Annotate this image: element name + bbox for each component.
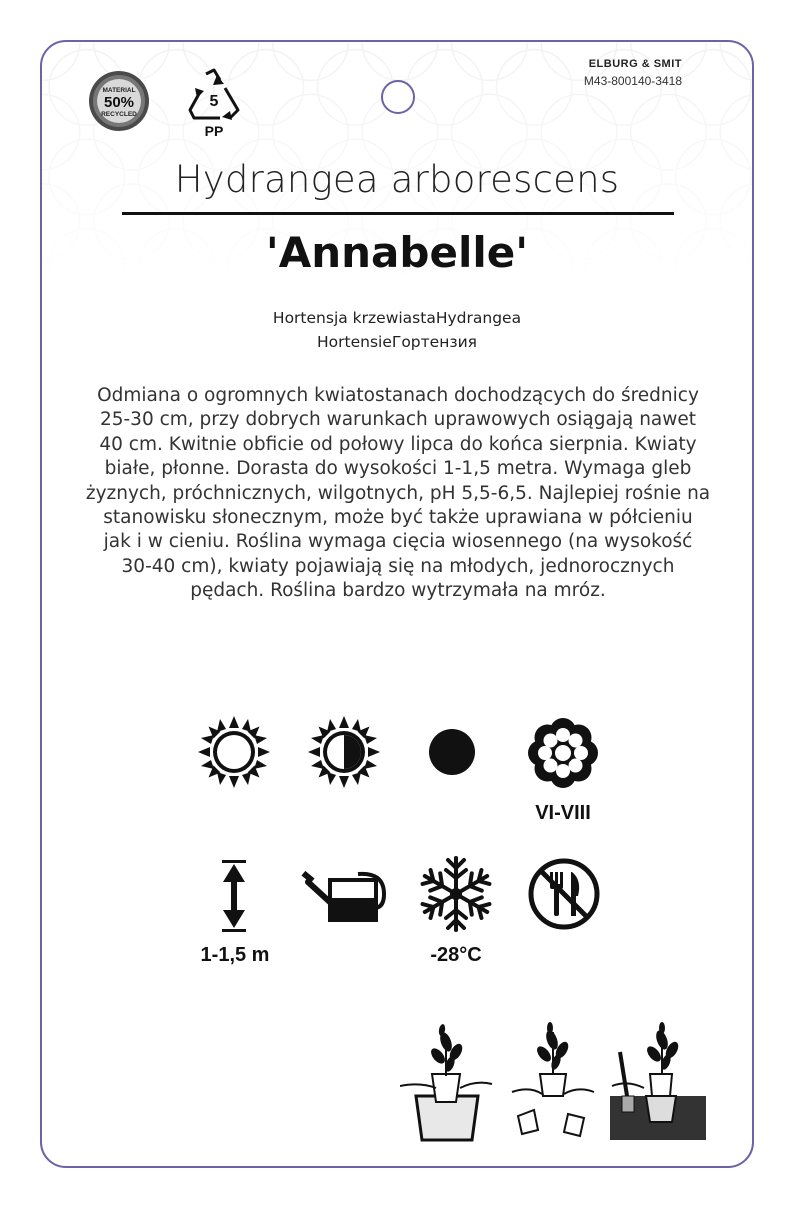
brand-name: ELBURG & SMIT bbox=[588, 58, 682, 70]
plant-label-card bbox=[40, 40, 754, 1168]
frost-hardiness-label: -28°C bbox=[430, 944, 482, 966]
description-line: żyznych, próchnicznych, wilgotnych, pH 5,5-6,5. Najlepiej rośnie na bbox=[85, 482, 711, 504]
svg-text:RECYCLED: RECYCLED bbox=[101, 111, 137, 118]
half-shade-icon bbox=[306, 714, 382, 790]
brand-block bbox=[584, 58, 682, 88]
full-shade-icon bbox=[426, 726, 478, 778]
planting-step-2 bbox=[512, 1022, 594, 1136]
hanging-hole bbox=[381, 80, 415, 114]
bloom-period-label: VI-VIII bbox=[535, 802, 591, 824]
description-line: białe, płonne. Dorasta do wysokości 1-1,5 metra. Wymaga gleb bbox=[104, 458, 692, 480]
common-names bbox=[42, 306, 752, 354]
snowflake-icon bbox=[416, 854, 496, 934]
description bbox=[64, 384, 732, 604]
common-names-line-1: Hortensja krzewiastaHydrangea bbox=[272, 309, 522, 327]
height-arrow-icon bbox=[216, 858, 252, 934]
latin-name: Hydrangea arborescens bbox=[174, 158, 620, 201]
svg-text:MATERIAL: MATERIAL bbox=[102, 87, 136, 94]
cultivar-name: 'Annabelle' bbox=[265, 228, 529, 277]
planting-step-1 bbox=[400, 1024, 492, 1140]
product-code: M43-800140-3418 bbox=[583, 74, 682, 88]
description-line: 40 cm. Kwitnie obficie od połowy lipca do końca sierpnia. Kwiaty bbox=[99, 433, 697, 455]
recycled-material-badge bbox=[88, 70, 150, 132]
flower-icon bbox=[526, 716, 600, 790]
svg-text:5: 5 bbox=[209, 93, 219, 110]
description-line: Odmiana o ogromnych kwiatostanach dochodzących do średnicy bbox=[97, 385, 699, 406]
brand-logo bbox=[584, 58, 682, 70]
description-line: 30-40 cm), kwiaty pojawiają się na młodych, jednorocznych bbox=[121, 555, 675, 577]
pp-recycling-icon bbox=[184, 66, 244, 140]
height-label: 1-1,5 m bbox=[200, 944, 270, 966]
watering-can-icon bbox=[300, 868, 388, 926]
svg-text:PP: PP bbox=[204, 123, 224, 139]
not-edible-icon bbox=[526, 856, 602, 932]
planting-steps-illustration bbox=[400, 1022, 710, 1142]
description-line: pędach. Roślina bardzo wytrzymała na mróz. bbox=[190, 580, 606, 602]
description-line: stanowisku słonecznym, może być także uprawiana w półcieniu bbox=[103, 507, 693, 529]
svg-text:50%: 50% bbox=[103, 94, 135, 111]
title-divider bbox=[122, 212, 674, 215]
common-names-line-2: HortensieГортензия bbox=[317, 333, 477, 351]
full-sun-icon bbox=[196, 714, 272, 790]
description-line: jak i w cieniu. Roślina wymaga cięcia wiosennego (na wysokość bbox=[103, 531, 693, 553]
description-line: 25-30 cm, przy dobrych warunkach uprawowych osiągają nawet bbox=[99, 409, 697, 431]
planting-step-3 bbox=[610, 1022, 706, 1140]
